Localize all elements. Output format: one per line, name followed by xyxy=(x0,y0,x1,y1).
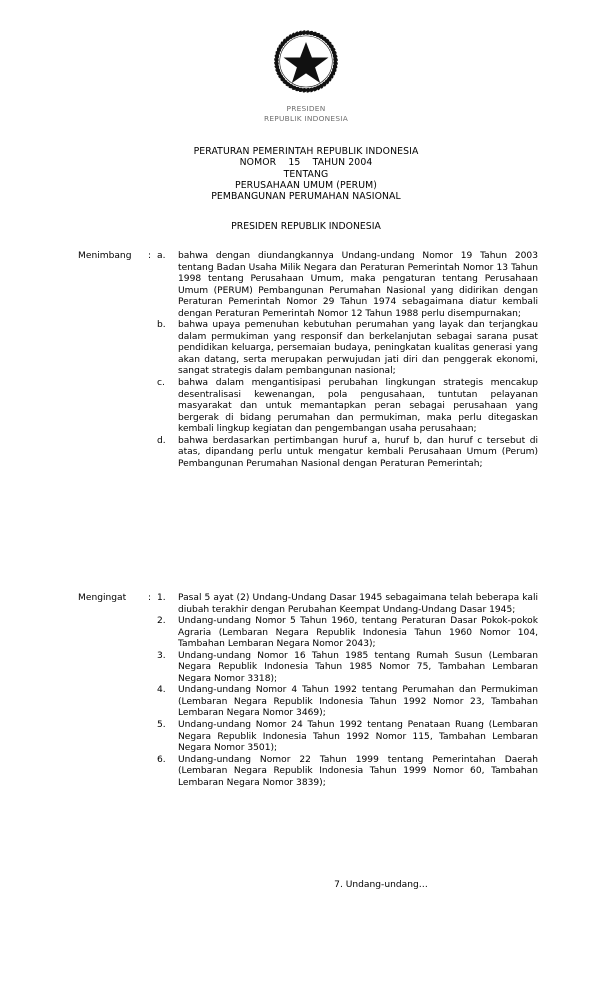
emblem-caption xyxy=(0,104,612,123)
clause-marker: 2. xyxy=(157,616,166,627)
clause-marker: d. xyxy=(157,435,166,446)
clause-text: Pasal 5 ayat (2) Undang-Undang Dasar 1945 sebagaimana telah beberapa kali diubah terakhir dengan Perubahan Keempat Undang-Undang Dasar 1945; xyxy=(178,593,538,615)
clause-text: Undang-undang Nomor 16 Tahun 1985 tentang Rumah Susun (Lembaran Negara Republik Indonesia Tahun 1985 Nomor 75, Tambahan Lembaran Negara Nomor 3318); xyxy=(178,650,538,684)
clause-row xyxy=(78,651,538,686)
clause-text: Undang-undang Nomor 24 Tahun 1992 tentang Penataan Ruang (Lembaran Negara Republik Indonesia Tahun 1992 Nomor 115, Tambahan Lembaran Negara Nomor 3501); xyxy=(178,720,538,754)
clause-row xyxy=(78,616,538,651)
presidential-emblem xyxy=(0,26,612,98)
emblem-caption-line2: REPUBLIK INDONESIA xyxy=(263,113,349,123)
section-mengingat xyxy=(78,593,538,789)
title-line-entity: PERUSAHAAN UMUM (PERUM) xyxy=(235,179,377,191)
clause-row xyxy=(78,436,538,471)
clause-marker: a. xyxy=(157,251,166,261)
clause-text: bahwa upaya pemenuhan kebutuhan perumahan yang layak dan terjangkau dalam permukiman yang responsif dan berkelanjutan sebagai sarana pusat pendidikan keluarga, persemaian budaya, peningkatan kualitas generasi yang akan datang, serta merupakan perwujudan jati diri dan penggerak ekonomi, sangat strategis dalam pembangunan nasional; xyxy=(178,320,538,377)
section-label-menimbang: Menimbang xyxy=(78,251,132,261)
clause-text: Undang-undang Nomor 22 Tahun 1999 tentang Pemerintahan Daerah (Lembaran Negara Republik Indonesia Tahun 1999 Nomor 60, Tambahan Lembaran Negara Nomor 3839); xyxy=(178,754,538,788)
president-heading: PRESIDEN REPUBLIK INDONESIA xyxy=(231,221,381,232)
document-title-block xyxy=(0,146,612,202)
clause-row xyxy=(78,320,538,378)
section-label-mengingat: Mengingat xyxy=(78,593,127,603)
clause-row xyxy=(78,251,538,320)
title-line-subject: PEMBANGUNAN PERUMAHAN NASIONAL xyxy=(211,191,401,203)
clause-marker: 1. xyxy=(157,593,166,603)
clause-row xyxy=(78,685,538,720)
title-line-regulation: PERATURAN PEMERINTAH REPUBLIK INDONESIA xyxy=(193,146,419,157)
section-colon: : xyxy=(148,251,152,261)
section-colon: : xyxy=(148,593,152,603)
title-line-number-year: NOMOR 15 TAHUN 2004 xyxy=(239,157,373,169)
clause-marker: 5. xyxy=(157,720,166,731)
section-menimbang xyxy=(78,251,538,470)
clause-row xyxy=(78,720,538,755)
page-continuation-note xyxy=(0,880,612,892)
clause-marker: b. xyxy=(157,320,166,331)
emblem-caption-line1: PRESIDEN xyxy=(286,104,326,113)
clause-marker: 6. xyxy=(157,754,166,765)
continuation-text: 7. Undang-undang… xyxy=(334,880,428,890)
clause-text: bahwa berdasarkan pertimbangan huruf a, huruf b, dan huruf c tersebut di atas, dipandang perlu untuk mengatur kembali Perusahaan Umum (Perum) Pembangunan Perumahan Nasional dengan Peraturan Pemerintah; xyxy=(178,435,538,469)
clause-text: Undang-undang Nomor 4 Tahun 1992 tentang Perumahan dan Permukiman (Lembaran Negara Republik Indonesia Tahun 1992 Nomor 23, Tambahan Lembaran Negara Nomor 3469); xyxy=(178,685,538,719)
clause-text: Undang-undang Nomor 5 Tahun 1960, tentang Peraturan Dasar Pokok-pokok Agraria (Lembaran Negara Republik Indonesia Tahun 1960 Nomor 104, Tambahan Lembaran Negara Nomor 2043); xyxy=(178,616,538,650)
clause-marker: c. xyxy=(157,378,165,389)
clause-row xyxy=(78,378,538,436)
clause-row xyxy=(78,593,538,616)
clause-row xyxy=(78,755,538,790)
clause-text: bahwa dalam mengantisipasi perubahan lingkungan strategis mencakup desentralisasi kewenangan, pola pengusahaan, tuntutan pelayanan masyarakat dan untuk memantapkan peran sebagai perusahaan yang bergerak di bidang perumahan dan permukiman, maka perlu ditegaskan kembali lingkup kegiatan dan pengembangan usaha perusahaan; xyxy=(178,378,538,435)
title-line-tentang: TENTANG xyxy=(283,168,329,180)
clause-marker: 3. xyxy=(157,650,166,661)
clause-text: bahwa dengan diundangkannya Undang-undang Nomor 19 Tahun 2003 tentang Badan Usaha Milik Negara dan Peraturan Pemerintah Nomor 13 Tahun 1998 tentang Perusahaan Umum, maka pengaturan tentang Perusahaan Umum (PERUM) Pembangunan Perumahan Nasional yang didirikan dengan Peraturan Pemerintah Nomor 29 Tahun 1974 sebagaimana diatur kembali dengan Peraturan Pemerintah Nomor 12 Tahun 1988 perlu disempurnakan; xyxy=(178,251,538,319)
clause-marker: 4. xyxy=(157,685,166,696)
indonesia-star-wreath-emblem xyxy=(270,26,342,94)
